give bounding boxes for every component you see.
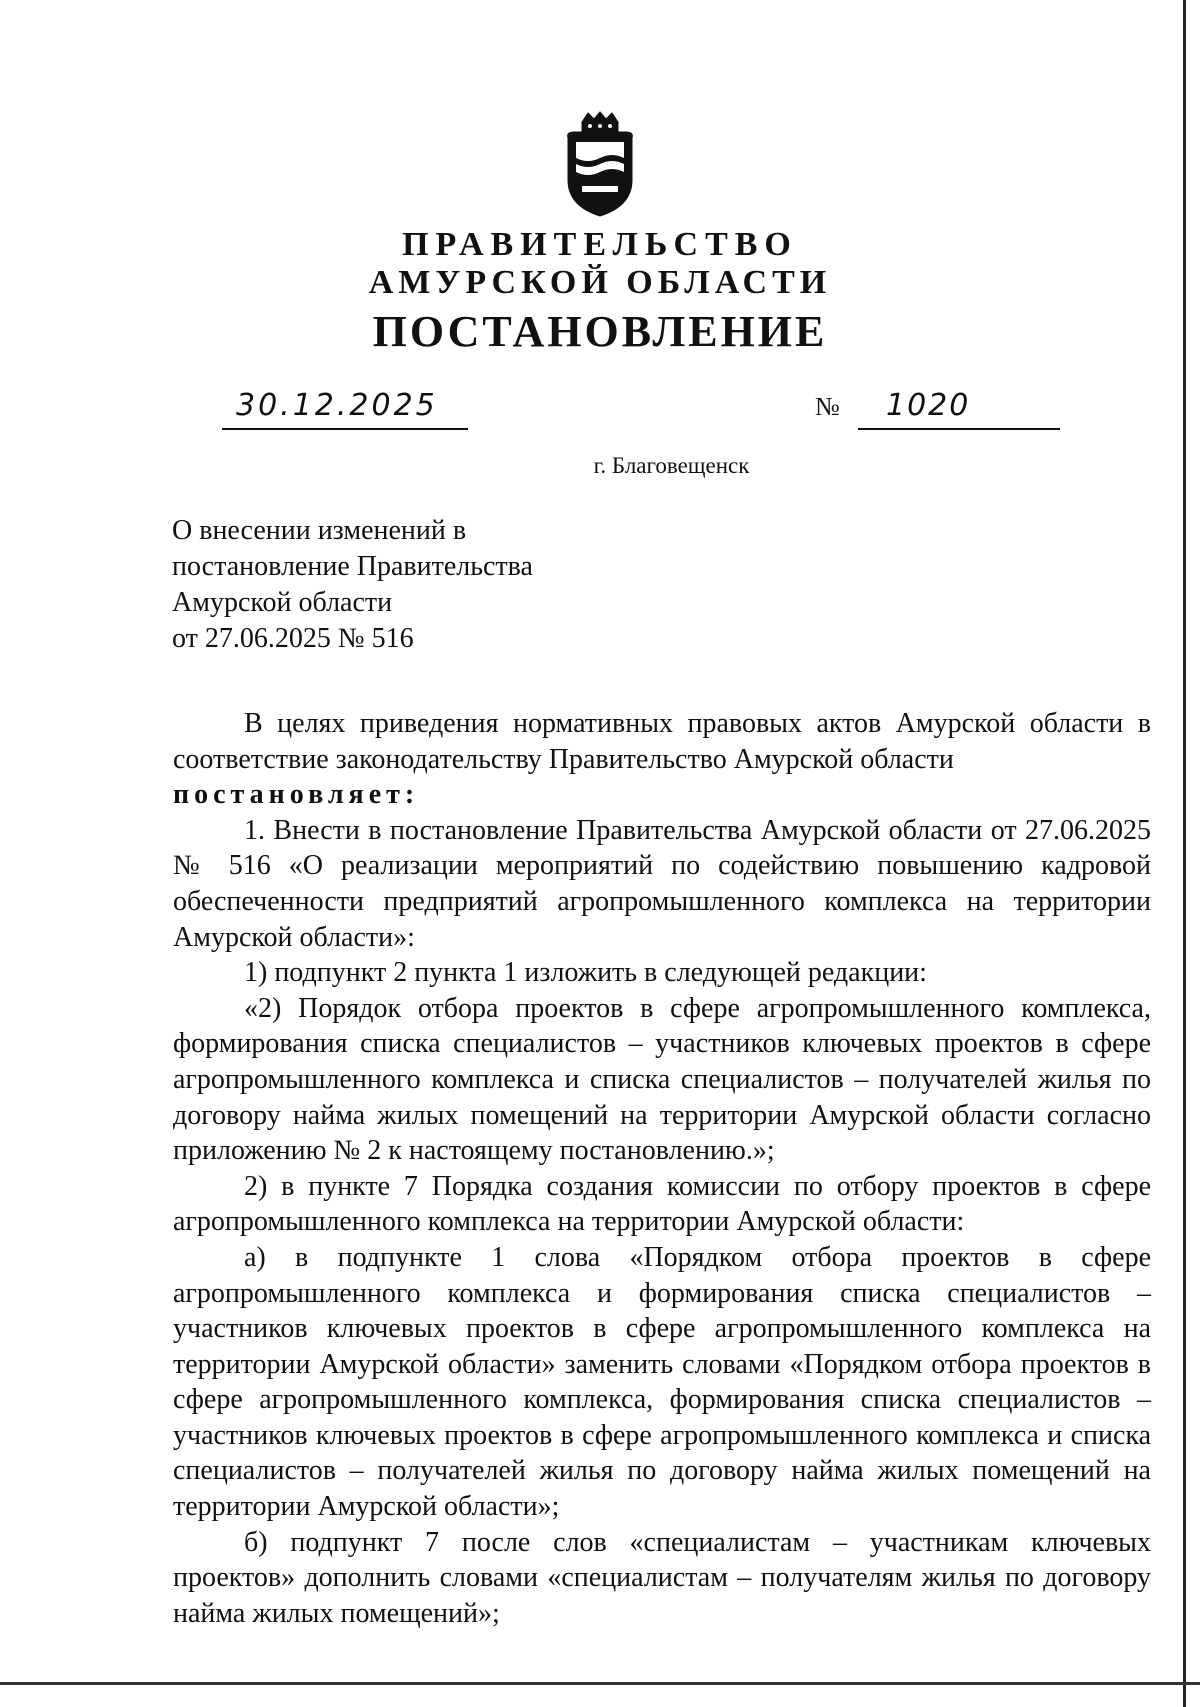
amur-region-emblem-icon: [560, 110, 640, 220]
preamble-paragraph: В целях приведения нормативных правовых актов Амурской области в соответствие законодательству Правительство Амурской области: [173, 708, 1151, 775]
document-type-title: ПОСТАНОВЛЕНИЕ: [372, 307, 828, 356]
date-field: [222, 388, 468, 430]
document-body: [173, 706, 1151, 1631]
subject-line: постановление Правительства: [172, 551, 533, 582]
subject-line: от 27.06.2025 № 516: [172, 623, 414, 654]
body-paragraph: а) в подпункте 1 слова «Порядком отбора проектов в сфере агропромышленного комплекса и формирования списка специалистов – участников ключевых проектов в сфере агропромышленного комплекса на территории Амурской области» заменить словами «Порядком отбора проектов в сфере агропромышленного комплекса, формирования списка специалистов – участников ключевых проектов в сфере агропромышленного комплекса и списка специалистов – получателей жилья по договору найма жилых помещений на территории Амурской области»;: [173, 1241, 1151, 1523]
body-paragraph: б) подпункт 7 после слов «специалистам – участникам ключевых проектов» дополнить словами «специалистам – получателям жилья по договору найма жилых помещений»;: [173, 1526, 1151, 1629]
handwritten-number: 1020: [886, 388, 971, 423]
scan-edge-bottom: [0, 1682, 1200, 1685]
subject-line: Амурской области: [172, 587, 393, 618]
body-paragraph: 2) в пункте 7 Порядка создания комиссии по отбору проектов в сфере агропромышленного комплекса на территории Амурской области:: [173, 1170, 1151, 1238]
number-field: [858, 388, 1060, 430]
body-paragraph: «2) Порядок отбора проектов в сфере агропромышленного комплекса, формирования списка специалистов – участников ключевых проектов в сфере агропромышленного комплекса и списка специалистов – получателей жилья по договору найма жилых помещений на территории Амурской области согласно приложению № 2 к настоящему постановлению.»;: [173, 992, 1151, 1167]
number-sign: №: [815, 392, 840, 421]
body-paragraph: 1) подпункт 2 пункта 1 изложить в следующей редакции:: [244, 957, 927, 989]
handwritten-date: 30.12.2025: [236, 388, 438, 423]
city-line: г. Благовещенск: [593, 453, 750, 478]
subject-line: О внесении изменений в: [172, 515, 467, 546]
government-title: ПРАВИТЕЛЬСТВО: [402, 226, 798, 263]
resolves-line: постановляет:: [173, 779, 420, 811]
region-title: АМУРСКОЙ ОБЛАСТИ: [368, 264, 832, 301]
document-subject: [172, 513, 533, 657]
body-paragraph: 1. Внести в постановление Правительства Амурской области от 27.06.2025 № 516 «О реализации мероприятий по содействию повышению кадровой обеспеченности предприятий агропромышленного комплекса на территории Амурской области»:: [173, 814, 1151, 953]
